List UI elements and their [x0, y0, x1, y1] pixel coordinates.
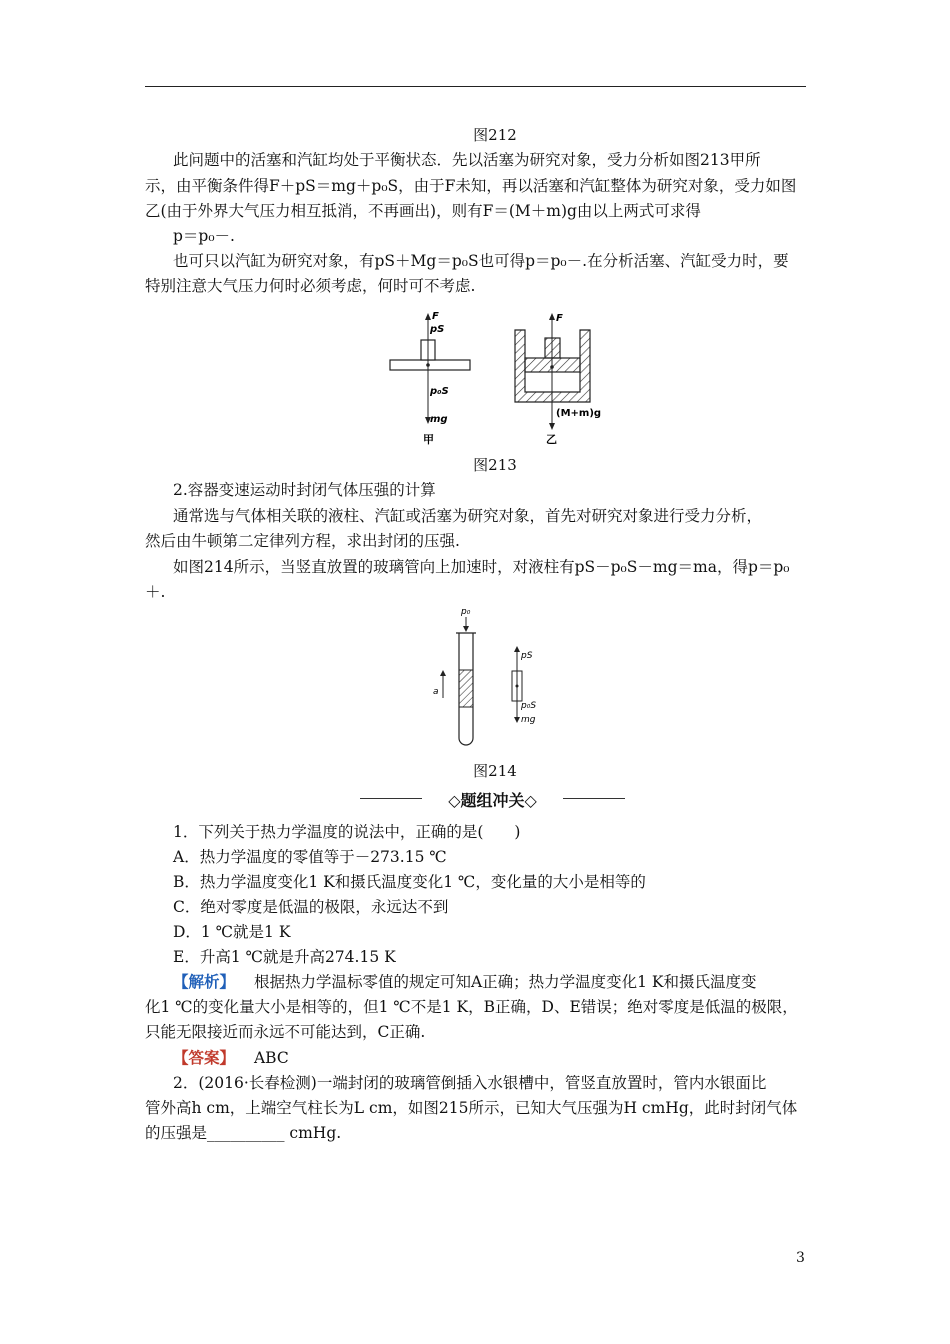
figure-214-caption: 图214 [473, 762, 517, 780]
question-2-line: 的压强是__________ cmHg. [145, 1124, 342, 1142]
paragraph-line: 示，由平衡条件得F＋pS＝mg＋p₀S，由于F未知，再以活塞和汽缸整体为研究对象，受力如图 [145, 177, 797, 195]
figure-214 [425, 603, 555, 753]
option-e: E．升高1 ℃就是升高274.15 K [173, 948, 396, 966]
analysis-text: 根据热力学温标零值的规定可知A正确；热力学温度变化1 K和摄氏温度变 [253, 973, 757, 991]
label-jia: 甲 [423, 433, 434, 446]
section-divider [360, 788, 625, 810]
label-yi: 乙 [546, 433, 557, 446]
label-Mm-g: (M+m)g [556, 408, 602, 419]
paragraph-line: 如图214所示，当竖直放置的玻璃管向上加速时，对液柱有pS－p₀S－mg＝ma，得p＝p₀ [173, 558, 790, 576]
section-title: ◇题组冲关◇ [448, 791, 537, 810]
label-mg-214: mg [521, 715, 536, 725]
analysis-line: 只能无限接近而永远不可能达到，C正确. [145, 1023, 426, 1041]
paragraph-line: 特别注意大气压力何时必须考虑，何时可不考虑. [145, 277, 476, 295]
paragraph-line: 通常选与气体相关联的液柱、汽缸或活塞为研究对象，首先对研究对象进行受力分析， [173, 507, 763, 525]
answer-line [173, 1048, 289, 1068]
subsection-heading: 2.容器变速运动时封闭气体压强的计算 [173, 481, 436, 499]
label-p0: p₀ [461, 607, 471, 617]
option-a: A．热力学温度的零值等于－273.15 ℃ [173, 848, 447, 866]
figure-212-caption: 图212 [473, 126, 517, 144]
figure-213-caption: 图213 [473, 456, 517, 474]
page-number: 3 [796, 1250, 805, 1266]
paragraph-line: p＝p₀－. [173, 227, 235, 245]
analysis-line [173, 972, 757, 992]
question-2-line: 2．(2016·长春检测)一端封闭的玻璃管倒插入水银槽中，管竖直放置时，管内水银面比 [173, 1074, 767, 1092]
glass-tube [456, 633, 476, 745]
label-F: F [432, 311, 439, 322]
analysis-tag: 【解析】 [173, 972, 236, 991]
option-b: B．热力学温度变化1 K和摄氏温度变化1 ℃，变化量的大小是相等的 [173, 873, 646, 891]
option-d: D．1 ℃就是1 K [173, 923, 291, 941]
label-pS-214: pS [521, 651, 533, 661]
paragraph-line: 乙(由于外界大气压力相互抵消，不再画出)，则有F＝(M＋m)g由以上两式可求得 [145, 202, 701, 220]
label-mg: mg [430, 414, 448, 425]
paragraph-line: 此问题中的活塞和汽缸均处于平衡状态．先以活塞为研究对象，受力分析如图213甲所 [173, 151, 761, 169]
answer-text: ABC [253, 1049, 289, 1067]
paragraph-line: ＋. [145, 583, 166, 601]
label-p0S: p₀S [430, 386, 449, 397]
label-p0S-214: p₀S [521, 701, 537, 711]
answer-tag: 【答案】 [173, 1048, 236, 1067]
divider-line [360, 798, 422, 799]
label-pS: pS [430, 324, 445, 335]
analysis-line: 化1 ℃的变化量大小是相等的，但1 ℃不是1 K，B正确，D、E错误；绝对零度是低温的极限， [145, 998, 798, 1016]
option-c: C．绝对零度是低温的极限，永远达不到 [173, 898, 449, 916]
label-a: a [433, 687, 439, 697]
question-stem: 1．下列关于热力学温度的说法中，正确的是( ) [173, 823, 521, 841]
header-rule [145, 86, 806, 87]
figure-213 [380, 310, 610, 450]
divider-line [563, 798, 625, 799]
label-F-right: F [556, 313, 563, 324]
paragraph-line: 也可只以汽缸为研究对象，有pS＋Mg＝p₀S也可得p＝p₀－.在分析活塞、汽缸受力时，要 [173, 252, 789, 270]
paragraph-line: 然后由牛顿第二定律列方程，求出封闭的压强. [145, 532, 460, 550]
question-2-line: 管外高h cm，上端空气柱长为L cm，如图215所示，已知大气压强为H cmHg，此时封闭气体 [145, 1099, 798, 1117]
